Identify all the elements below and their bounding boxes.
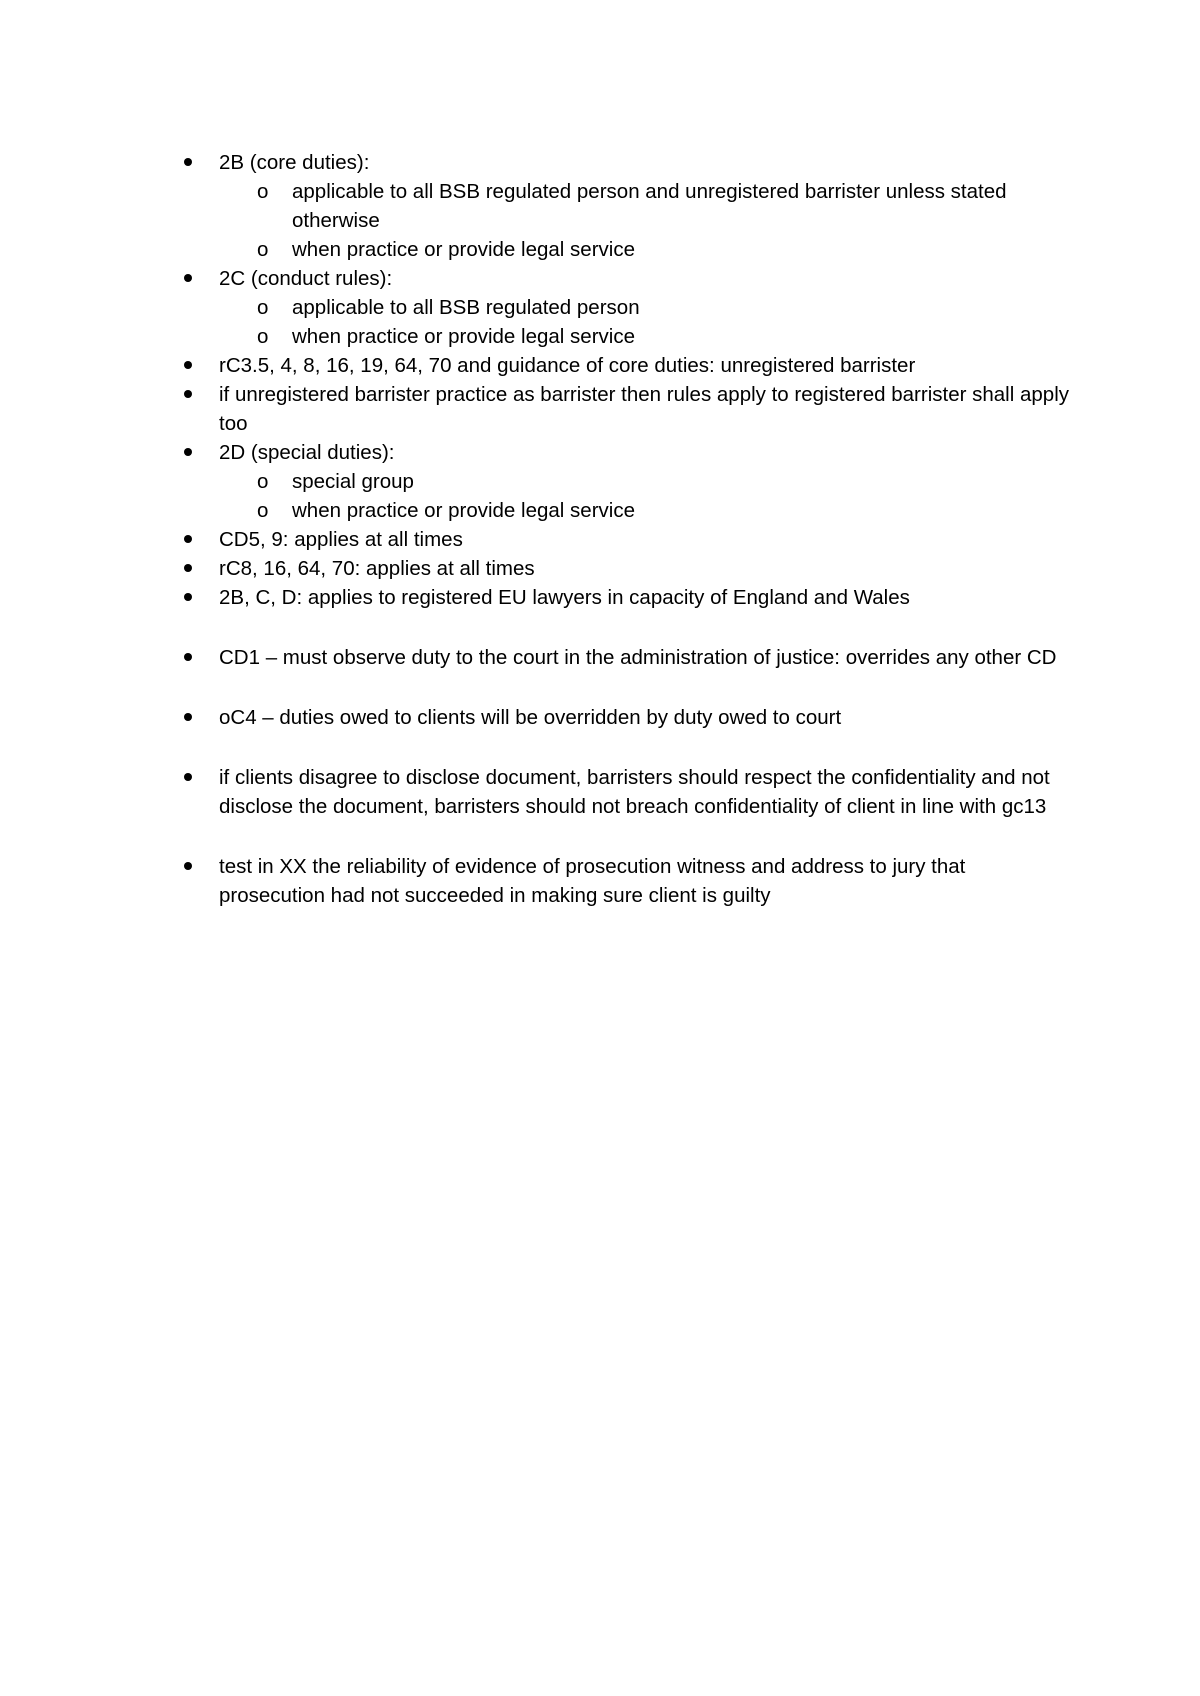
sub-list-item-text: when practice or provide legal service (292, 499, 635, 522)
sub-list-item (0, 177, 1200, 235)
list-item (0, 351, 1200, 380)
bullet-icon (184, 390, 192, 398)
sub-list-item-text: applicable to all BSB regulated person and unregistered barrister unless stated otherwise (292, 180, 1007, 232)
list-item (0, 380, 1200, 438)
bullet-list (0, 148, 1200, 910)
bullet-icon (184, 564, 192, 572)
sub-list (0, 177, 1200, 264)
circle-bullet-icon: o (257, 470, 269, 493)
list-item (0, 438, 1200, 525)
list-item-text: 2D (special duties): (219, 441, 395, 464)
sub-list (0, 467, 1200, 525)
bullet-icon (184, 593, 192, 601)
list-item-text: 2B, C, D: applies to registered EU lawyers in capacity of England and Wales (219, 586, 910, 609)
bullet-icon (184, 158, 192, 166)
sub-list-item-text: when practice or provide legal service (292, 325, 635, 348)
bullet-icon (184, 713, 192, 721)
list-item (0, 554, 1200, 583)
circle-bullet-icon: o (257, 325, 269, 348)
list-item-text: rC8, 16, 64, 70: applies at all times (219, 557, 535, 580)
list-item (0, 852, 1200, 910)
bullet-icon (184, 274, 192, 282)
bullet-icon (184, 361, 192, 369)
list-item-text: CD1 – must observe duty to the court in the administration of justice: overrides any other CD (219, 646, 1057, 669)
list-item-text: 2C (conduct rules): (219, 267, 393, 290)
list-item (0, 703, 1200, 732)
list-item-text: if unregistered barrister practice as barrister then rules apply to registered barrister shall apply too (219, 383, 1069, 435)
list-item (0, 525, 1200, 554)
bullet-icon (184, 653, 192, 661)
list-item-text: if clients disagree to disclose document, barristers should respect the confidentiality and not disclose the document, barristers should not breach confidentiality of client in line with gc13 (219, 766, 1050, 818)
list-item-text: oC4 – duties owed to clients will be overridden by duty owed to court (219, 706, 842, 729)
bullet-icon (184, 448, 192, 456)
sub-list-item-text: when practice or provide legal service (292, 238, 635, 261)
bullet-icon (184, 535, 192, 543)
list-item-text: 2B (core duties): (219, 151, 370, 174)
list-item (0, 264, 1200, 351)
list-item (0, 643, 1200, 672)
bullet-icon (184, 773, 192, 781)
sub-list (0, 293, 1200, 351)
circle-bullet-icon: o (257, 499, 269, 522)
sub-list-item (0, 322, 1200, 351)
list-item-text: CD5, 9: applies at all times (219, 528, 463, 551)
circle-bullet-icon: o (257, 180, 269, 203)
list-item-text: test in XX the reliability of evidence of prosecution witness and address to jury that prosecution had not succeeded in making sure client is guilty (219, 855, 966, 907)
circle-bullet-icon: o (257, 296, 269, 319)
list-item (0, 583, 1200, 612)
sub-list-item (0, 293, 1200, 322)
sub-list-item-text: applicable to all BSB regulated person (292, 296, 640, 319)
list-item (0, 148, 1200, 264)
bullet-icon (184, 862, 192, 870)
list-item (0, 763, 1200, 821)
sub-list-item-text: special group (292, 470, 414, 493)
sub-list-item (0, 235, 1200, 264)
list-item-text: rC3.5, 4, 8, 16, 19, 64, 70 and guidance of core duties: unregistered barrister (219, 354, 916, 377)
circle-bullet-icon: o (257, 238, 269, 261)
sub-list-item (0, 496, 1200, 525)
sub-list-item (0, 467, 1200, 496)
